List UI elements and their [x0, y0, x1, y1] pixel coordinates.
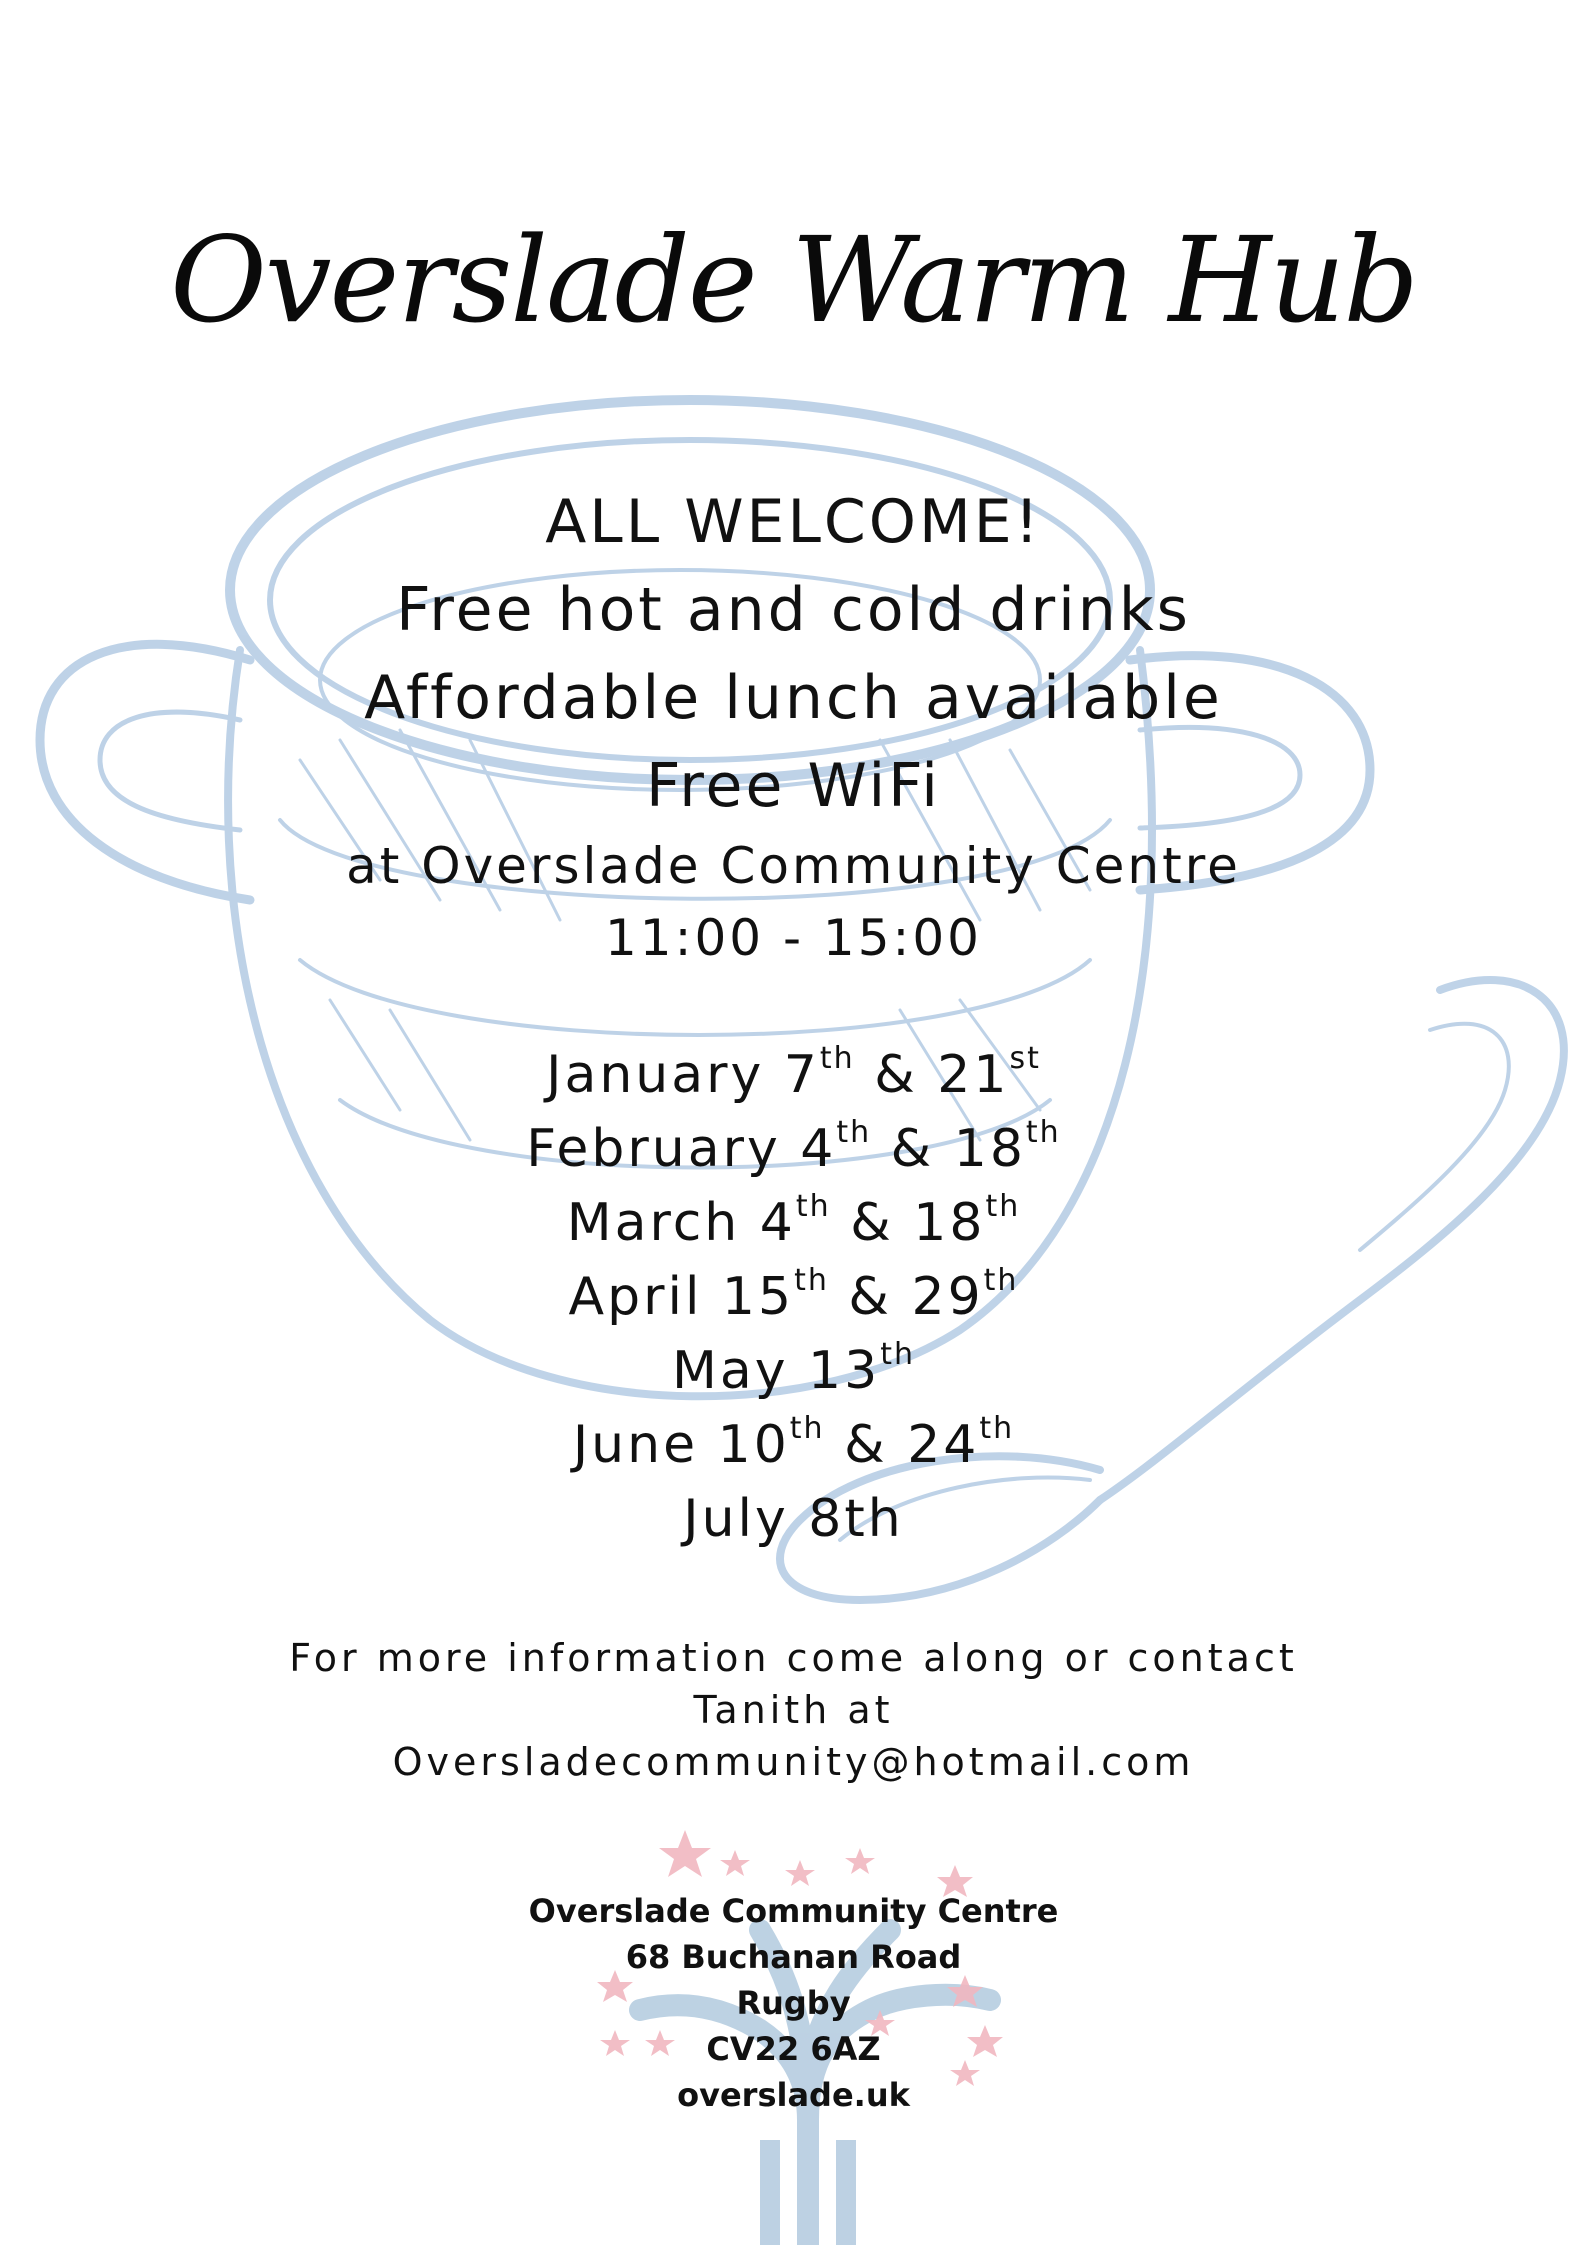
venue-name: Overslade Community Centre — [528, 1892, 1059, 1930]
feature-line: Free WiFi — [646, 751, 941, 821]
website-link[interactable]: overslade.uk — [677, 2076, 910, 2114]
time-line: 11:00 - 15:00 — [604, 909, 982, 967]
page-title: Overslade Warm Hub — [170, 211, 1417, 349]
postcode: CV22 6AZ — [706, 2030, 881, 2068]
date-line: April 15th & 29th — [568, 1263, 1019, 1327]
date-line: July 8th — [683, 1489, 904, 1549]
date-line: May 13th — [672, 1337, 915, 1401]
feature-line: ALL WELCOME! — [545, 487, 1042, 557]
date-line: February 4th & 18th — [526, 1115, 1061, 1179]
feature-line: Free hot and cold drinks — [396, 575, 1191, 645]
contact-email[interactable]: Oversladecommunity@hotmail.com — [392, 1740, 1195, 1784]
address-block — [0, 1888, 1587, 2118]
contact-line: For more information come along or contact — [289, 1636, 1298, 1680]
date-line: March 4th & 18th — [566, 1189, 1021, 1253]
street-address: 68 Buchanan Road — [625, 1938, 962, 1976]
dates-list — [0, 1038, 1587, 1556]
feature-line: Affordable lunch available — [364, 663, 1223, 733]
date-line: June 10th & 24th — [572, 1411, 1015, 1475]
location-line: at Overslade Community Centre — [346, 837, 1241, 895]
contact-name: Tanith at — [693, 1688, 894, 1732]
features-list — [0, 478, 1587, 974]
date-line: January 7th & 21st — [546, 1041, 1041, 1105]
contact-info — [0, 1632, 1587, 1788]
town: Rugby — [736, 1984, 851, 2022]
